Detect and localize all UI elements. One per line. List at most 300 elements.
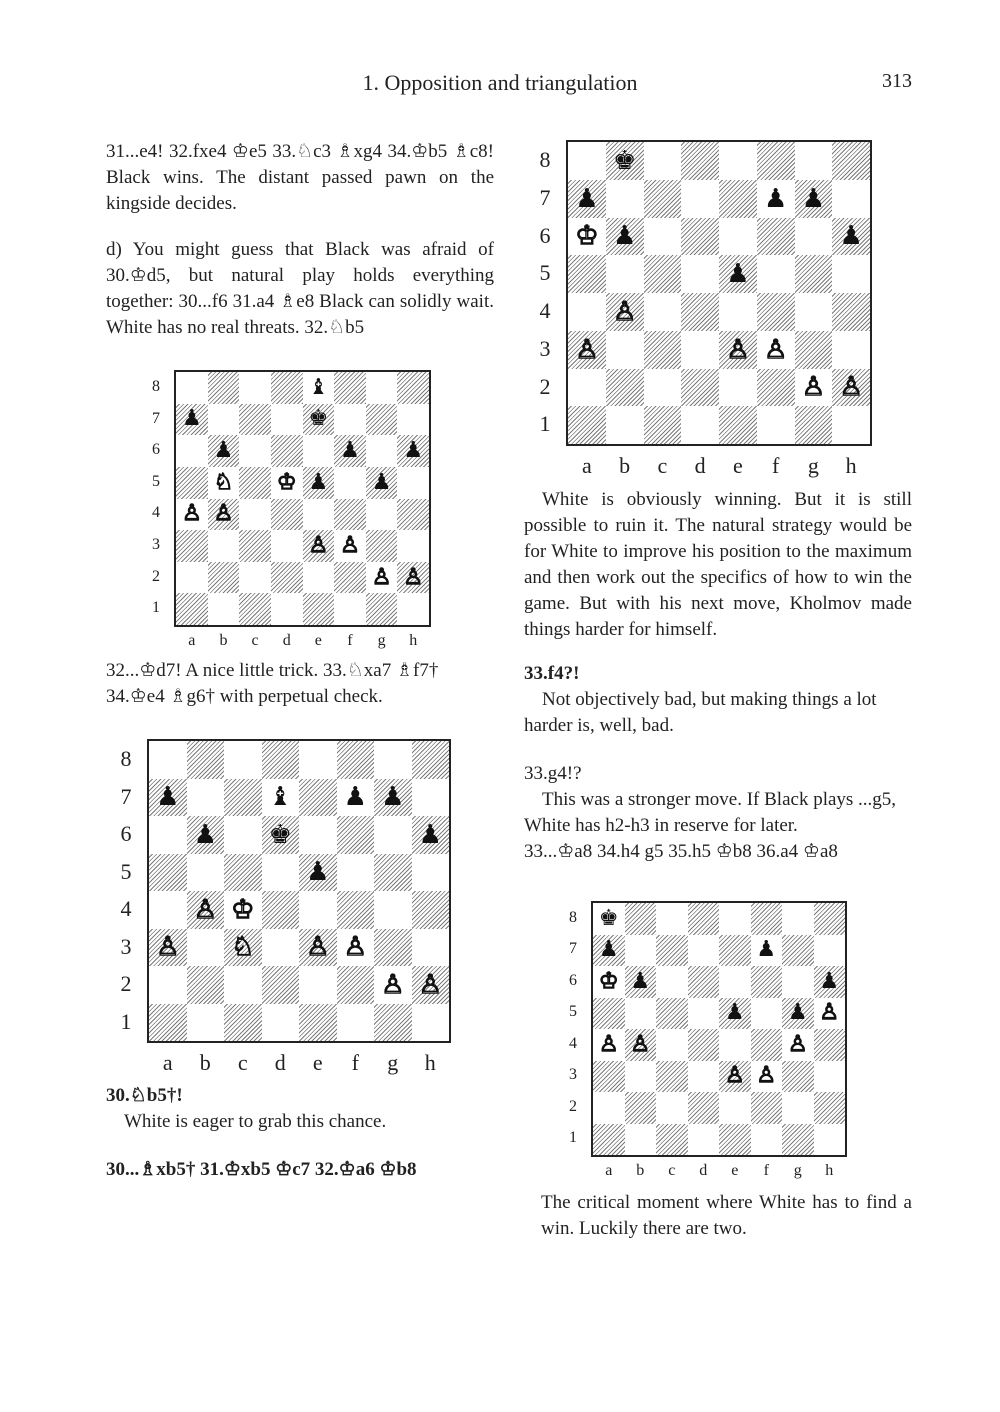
chess-piece-f7: ♟: [343, 782, 367, 813]
square-a2: [149, 966, 187, 1004]
square-e1: [719, 1124, 751, 1156]
square-a1: [568, 406, 606, 444]
chess-piece-b6: ♟: [193, 819, 217, 850]
file-label: e: [312, 1049, 323, 1075]
square-f3: [334, 530, 366, 562]
square-e7: [303, 404, 335, 436]
rank-label: 5: [569, 1003, 577, 1021]
move-heading: 30.♘b5†!: [106, 1085, 183, 1106]
chessboard-grid: [591, 901, 847, 1157]
square-c1: [224, 1004, 262, 1042]
chess-piece-f3: ♙: [763, 334, 788, 365]
square-c6: [656, 966, 688, 998]
square-a7: [593, 935, 625, 967]
square-g4: [795, 293, 833, 331]
square-c8: [239, 372, 271, 404]
square-a2: [176, 562, 208, 594]
rank-label: 5: [120, 858, 132, 884]
square-g1: [782, 1124, 814, 1156]
file-label: c: [668, 1161, 676, 1179]
square-b5: [208, 467, 240, 499]
square-d5: [688, 998, 720, 1030]
square-b5: [606, 255, 644, 293]
square-c2: [239, 562, 271, 594]
square-b3: [625, 1061, 657, 1093]
file-label: g: [793, 1161, 802, 1179]
chess-piece-g2: ♙: [801, 372, 826, 403]
square-f7: [757, 180, 795, 218]
square-a6: [176, 435, 208, 467]
square-a4: [176, 499, 208, 531]
square-c6: [644, 218, 682, 256]
chess-piece-b4: ♙: [630, 1031, 651, 1057]
square-b1: [625, 1124, 657, 1156]
square-c5: [656, 998, 688, 1030]
square-a1: [149, 1004, 187, 1042]
move-heading: 33.f4?!: [524, 663, 580, 684]
square-b4: [606, 293, 644, 331]
file-label: f: [763, 1161, 769, 1179]
page-header-title: 1. Opposition and triangulation: [362, 70, 638, 95]
square-a3: [149, 929, 187, 967]
square-e3: [719, 1061, 751, 1093]
square-c3: [239, 530, 271, 562]
square-g5: [795, 255, 833, 293]
square-b1: [208, 593, 240, 625]
square-a1: [176, 593, 208, 625]
rank-label: 2: [120, 971, 132, 997]
square-c8: [644, 142, 682, 180]
square-f3: [337, 929, 375, 967]
square-g4: [374, 891, 412, 929]
square-a2: [568, 369, 606, 407]
square-b8: [187, 741, 225, 779]
square-h5: [832, 255, 870, 293]
rank-label: 1: [152, 599, 160, 617]
chess-piece-a3: ♙: [156, 932, 180, 963]
square-d3: [681, 331, 719, 369]
square-d1: [681, 406, 719, 444]
square-c7: [656, 935, 688, 967]
square-g3: [782, 1061, 814, 1093]
square-b1: [187, 1004, 225, 1042]
chess-piece-a6: ♔: [575, 221, 599, 252]
square-a8: [568, 142, 606, 180]
chess-piece-b5: ♘: [213, 469, 234, 495]
chess-piece-a3: ♙: [575, 334, 599, 365]
square-f1: [757, 406, 795, 444]
square-b6: [606, 218, 644, 256]
file-label: g: [807, 452, 819, 478]
rank-label: 2: [152, 567, 160, 585]
square-a8: [149, 741, 187, 779]
square-e4: [299, 891, 337, 929]
chess-piece-e5: ♟: [308, 469, 329, 495]
square-h4: [412, 891, 450, 929]
file-label: d: [699, 1161, 708, 1179]
square-h7: [412, 779, 450, 817]
square-g3: [795, 331, 833, 369]
square-d7: [262, 779, 300, 817]
square-c1: [644, 406, 682, 444]
square-a3: [176, 530, 208, 562]
square-h8: [397, 372, 429, 404]
square-b2: [606, 369, 644, 407]
file-label: b: [636, 1161, 645, 1179]
square-e6: [303, 435, 335, 467]
square-b2: [208, 562, 240, 594]
square-g7: [374, 779, 412, 817]
square-b8: [606, 142, 644, 180]
square-e2: [299, 966, 337, 1004]
chess-piece-a7: ♟: [598, 937, 619, 963]
square-g8: [374, 741, 412, 779]
square-f5: [337, 854, 375, 892]
rank-label: 8: [120, 746, 132, 772]
file-label: e: [314, 631, 322, 649]
file-label: e: [732, 452, 743, 478]
square-h8: [814, 903, 846, 935]
chess-piece-e5: ♟: [306, 857, 330, 888]
square-d3: [262, 929, 300, 967]
square-d5: [271, 467, 303, 499]
square-f3: [757, 331, 795, 369]
square-c3: [656, 1061, 688, 1093]
square-g2: [782, 1092, 814, 1124]
square-h2: [397, 562, 429, 594]
square-d7: [271, 404, 303, 436]
paragraph: Not objectively bad, but making things a lot harder is, well, bad.: [524, 689, 877, 736]
square-f4: [334, 499, 366, 531]
chess-piece-f7: ♟: [763, 183, 788, 214]
square-g6: [374, 816, 412, 854]
file-label: h: [845, 452, 857, 478]
square-b3: [606, 331, 644, 369]
chess-piece-a6: ♔: [598, 968, 619, 994]
square-b8: [208, 372, 240, 404]
square-a3: [593, 1061, 625, 1093]
rank-label: 3: [120, 933, 132, 959]
square-g4: [366, 499, 398, 531]
square-g7: [366, 404, 398, 436]
rank-label: 2: [569, 1097, 577, 1115]
square-d7: [681, 180, 719, 218]
square-b1: [606, 406, 644, 444]
square-h3: [814, 1061, 846, 1093]
chess-piece-b4: ♙: [612, 296, 637, 327]
square-a7: [176, 404, 208, 436]
square-f4: [751, 1029, 783, 1061]
chess-piece-b6: ♟: [630, 968, 651, 994]
square-h2: [832, 369, 870, 407]
file-label: d: [694, 452, 706, 478]
square-f4: [757, 293, 795, 331]
chess-piece-h2: ♙: [403, 564, 424, 590]
square-g8: [795, 142, 833, 180]
square-g5: [374, 854, 412, 892]
square-e5: [719, 998, 751, 1030]
square-h6: [814, 966, 846, 998]
square-h7: [814, 935, 846, 967]
file-label: d: [274, 1049, 286, 1075]
square-g2: [374, 966, 412, 1004]
right-column-bottom: [541, 1190, 912, 1242]
square-d6: [688, 966, 720, 998]
chess-piece-e3: ♙: [308, 532, 329, 558]
square-f4: [337, 891, 375, 929]
square-h4: [397, 499, 429, 531]
square-d4: [688, 1029, 720, 1061]
square-f7: [751, 935, 783, 967]
paragraph: The critical moment where White has to find a win. Luckily there are two.: [541, 1192, 912, 1239]
square-e3: [299, 929, 337, 967]
square-e8: [719, 142, 757, 180]
square-g8: [782, 903, 814, 935]
square-b3: [187, 929, 225, 967]
square-g2: [366, 562, 398, 594]
chess-piece-f3: ♙: [340, 532, 360, 558]
square-f8: [337, 741, 375, 779]
chess-piece-e3: ♙: [726, 334, 750, 365]
file-label: g: [387, 1049, 399, 1075]
rank-label: 4: [152, 504, 160, 522]
square-d2: [688, 1092, 720, 1124]
square-d4: [262, 891, 300, 929]
rank-label: 5: [152, 472, 160, 490]
square-e2: [719, 369, 757, 407]
square-f6: [751, 966, 783, 998]
chess-piece-h2: ♙: [418, 969, 442, 1000]
chess-piece-d6: ♚: [268, 819, 292, 850]
chessboard-grid: [566, 140, 872, 446]
square-b7: [625, 935, 657, 967]
file-label: d: [282, 631, 291, 649]
square-c6: [224, 816, 262, 854]
square-d2: [681, 369, 719, 407]
chess-piece-e8: ♝: [308, 374, 329, 400]
chess-piece-a8: ♚: [598, 905, 619, 931]
square-a2: [593, 1092, 625, 1124]
square-h5: [397, 467, 429, 499]
square-f7: [337, 779, 375, 817]
square-e8: [299, 741, 337, 779]
square-c1: [656, 1124, 688, 1156]
file-label: g: [377, 631, 386, 649]
chess-piece-g7: ♟: [381, 782, 405, 813]
square-f6: [337, 816, 375, 854]
square-g7: [782, 935, 814, 967]
move-heading: 33.g4!?: [524, 763, 582, 784]
square-b4: [208, 499, 240, 531]
rank-label: 7: [569, 940, 577, 958]
chess-piece-e3: ♙: [724, 1063, 745, 1089]
square-d1: [262, 1004, 300, 1042]
square-g1: [374, 1004, 412, 1042]
chess-piece-f7: ♟: [756, 937, 777, 963]
chess-piece-h6: ♟: [403, 438, 424, 464]
square-d5: [262, 854, 300, 892]
chess-piece-e3: ♙: [306, 932, 330, 963]
chess-piece-c4: ♔: [231, 894, 255, 925]
square-g1: [366, 593, 398, 625]
paragraph: White is obviously winning. But it is still possible to ruin it. The natural strategy would be for White to improve his position to the maximum and then work out the specifics of how to win the game. But with his next move, Kholmov made things harder for himself.: [524, 489, 912, 640]
square-h8: [412, 741, 450, 779]
square-d8: [688, 903, 720, 935]
square-g3: [374, 929, 412, 967]
paragraph: This was a stronger move. If Black plays ...g5, White has h2-h3 in reserve for later.: [524, 789, 897, 836]
file-label: c: [237, 1049, 248, 1075]
square-f2: [751, 1092, 783, 1124]
file-label: f: [351, 1049, 359, 1075]
square-a3: [568, 331, 606, 369]
square-e6: [299, 816, 337, 854]
rank-label: 7: [120, 783, 132, 809]
square-e5: [299, 854, 337, 892]
square-g1: [795, 406, 833, 444]
square-b6: [208, 435, 240, 467]
square-b5: [187, 854, 225, 892]
square-g6: [366, 435, 398, 467]
square-g4: [782, 1029, 814, 1061]
square-e6: [719, 966, 751, 998]
chess-piece-b8: ♚: [612, 145, 637, 176]
file-label: b: [619, 452, 631, 478]
square-e4: [719, 1029, 751, 1061]
chess-piece-a4: ♙: [598, 1031, 619, 1057]
square-c4: [644, 293, 682, 331]
file-label: c: [657, 452, 668, 478]
chess-piece-f6: ♟: [340, 438, 360, 464]
square-h5: [814, 998, 846, 1030]
square-c7: [224, 779, 262, 817]
chess-piece-h6: ♟: [819, 968, 840, 994]
square-e8: [303, 372, 335, 404]
square-h1: [832, 406, 870, 444]
square-f5: [334, 467, 366, 499]
square-e5: [719, 255, 757, 293]
square-e2: [719, 1092, 751, 1124]
rank-label: 1: [569, 1129, 577, 1147]
rank-label: 3: [539, 335, 551, 361]
square-b7: [606, 180, 644, 218]
rank-label: 8: [539, 147, 551, 173]
square-h7: [397, 404, 429, 436]
square-d3: [688, 1061, 720, 1093]
square-d5: [681, 255, 719, 293]
square-h4: [814, 1029, 846, 1061]
chess-piece-c3: ♘: [231, 932, 255, 963]
chess-piece-b4: ♙: [213, 501, 234, 527]
square-h1: [397, 593, 429, 625]
square-h6: [832, 218, 870, 256]
file-label: a: [162, 1049, 173, 1075]
left-column-bottom: [106, 1083, 494, 1183]
square-g7: [795, 180, 833, 218]
square-g5: [782, 998, 814, 1030]
chess-piece-e5: ♟: [726, 259, 750, 290]
paragraph: White is eager to grab this chance.: [124, 1111, 387, 1132]
square-h6: [397, 435, 429, 467]
chess-piece-d7: ♝: [268, 782, 292, 813]
left-column-mid: [106, 658, 494, 710]
square-e7: [719, 180, 757, 218]
square-c5: [239, 467, 271, 499]
file-label: h: [409, 631, 418, 649]
square-d2: [262, 966, 300, 1004]
rank-label: 3: [152, 536, 160, 554]
rank-label: 6: [152, 441, 160, 459]
square-c1: [239, 593, 271, 625]
square-e7: [299, 779, 337, 817]
rank-label: 1: [539, 411, 551, 437]
file-label: a: [605, 1161, 613, 1179]
rank-label: 4: [539, 298, 551, 324]
square-d8: [271, 372, 303, 404]
square-f1: [334, 593, 366, 625]
square-f8: [757, 142, 795, 180]
square-f5: [757, 255, 795, 293]
square-e1: [303, 593, 335, 625]
square-e4: [719, 293, 757, 331]
square-h3: [412, 929, 450, 967]
square-c5: [644, 255, 682, 293]
square-f8: [751, 903, 783, 935]
square-d4: [271, 499, 303, 531]
paragraph: 33...♔a8 34.h4 g5 35.h5 ♔b8 36.a4 ♔a8: [524, 841, 838, 862]
page-number: 313: [882, 70, 912, 92]
square-b2: [187, 966, 225, 1004]
paragraph: 31...e4! 32.fxe4 ♔e5 33.♘c3 ♗xg4 34.♔b5 ♗c8! Black wins. The distant passed pawn on the kingside decides.: [106, 141, 494, 214]
square-e1: [719, 406, 757, 444]
square-a4: [149, 891, 187, 929]
square-f6: [334, 435, 366, 467]
square-e5: [303, 467, 335, 499]
rank-label: 6: [120, 821, 132, 847]
square-d3: [271, 530, 303, 562]
chess-piece-a7: ♟: [156, 782, 180, 813]
rank-label: 4: [569, 1034, 577, 1052]
square-a8: [176, 372, 208, 404]
square-f3: [751, 1061, 783, 1093]
right-column-top: [524, 487, 912, 865]
square-h3: [397, 530, 429, 562]
file-label: h: [424, 1049, 436, 1075]
file-label: c: [251, 631, 259, 649]
chess-piece-h2: ♙: [839, 372, 863, 403]
square-e6: [719, 218, 757, 256]
rank-label: 6: [569, 971, 577, 989]
square-c6: [239, 435, 271, 467]
square-h3: [832, 331, 870, 369]
chess-piece-a7: ♟: [575, 183, 599, 214]
square-a5: [149, 854, 187, 892]
rank-label: 4: [120, 896, 132, 922]
chessboard-grid: [147, 739, 451, 1043]
square-d1: [688, 1124, 720, 1156]
square-e2: [303, 562, 335, 594]
square-b6: [187, 816, 225, 854]
square-c3: [644, 331, 682, 369]
file-label: a: [581, 452, 592, 478]
chess-piece-g5: ♟: [787, 1000, 808, 1026]
square-a6: [568, 218, 606, 256]
square-a7: [568, 180, 606, 218]
square-g6: [795, 218, 833, 256]
chess-piece-b4: ♙: [193, 894, 217, 925]
chess-piece-f3: ♙: [343, 932, 367, 963]
paragraph: 32...♔d7! A nice little trick. 33.♘xa7 ♗f7† 34.♔e4 ♗g6† with perpetual check.: [106, 660, 439, 707]
square-a6: [149, 816, 187, 854]
